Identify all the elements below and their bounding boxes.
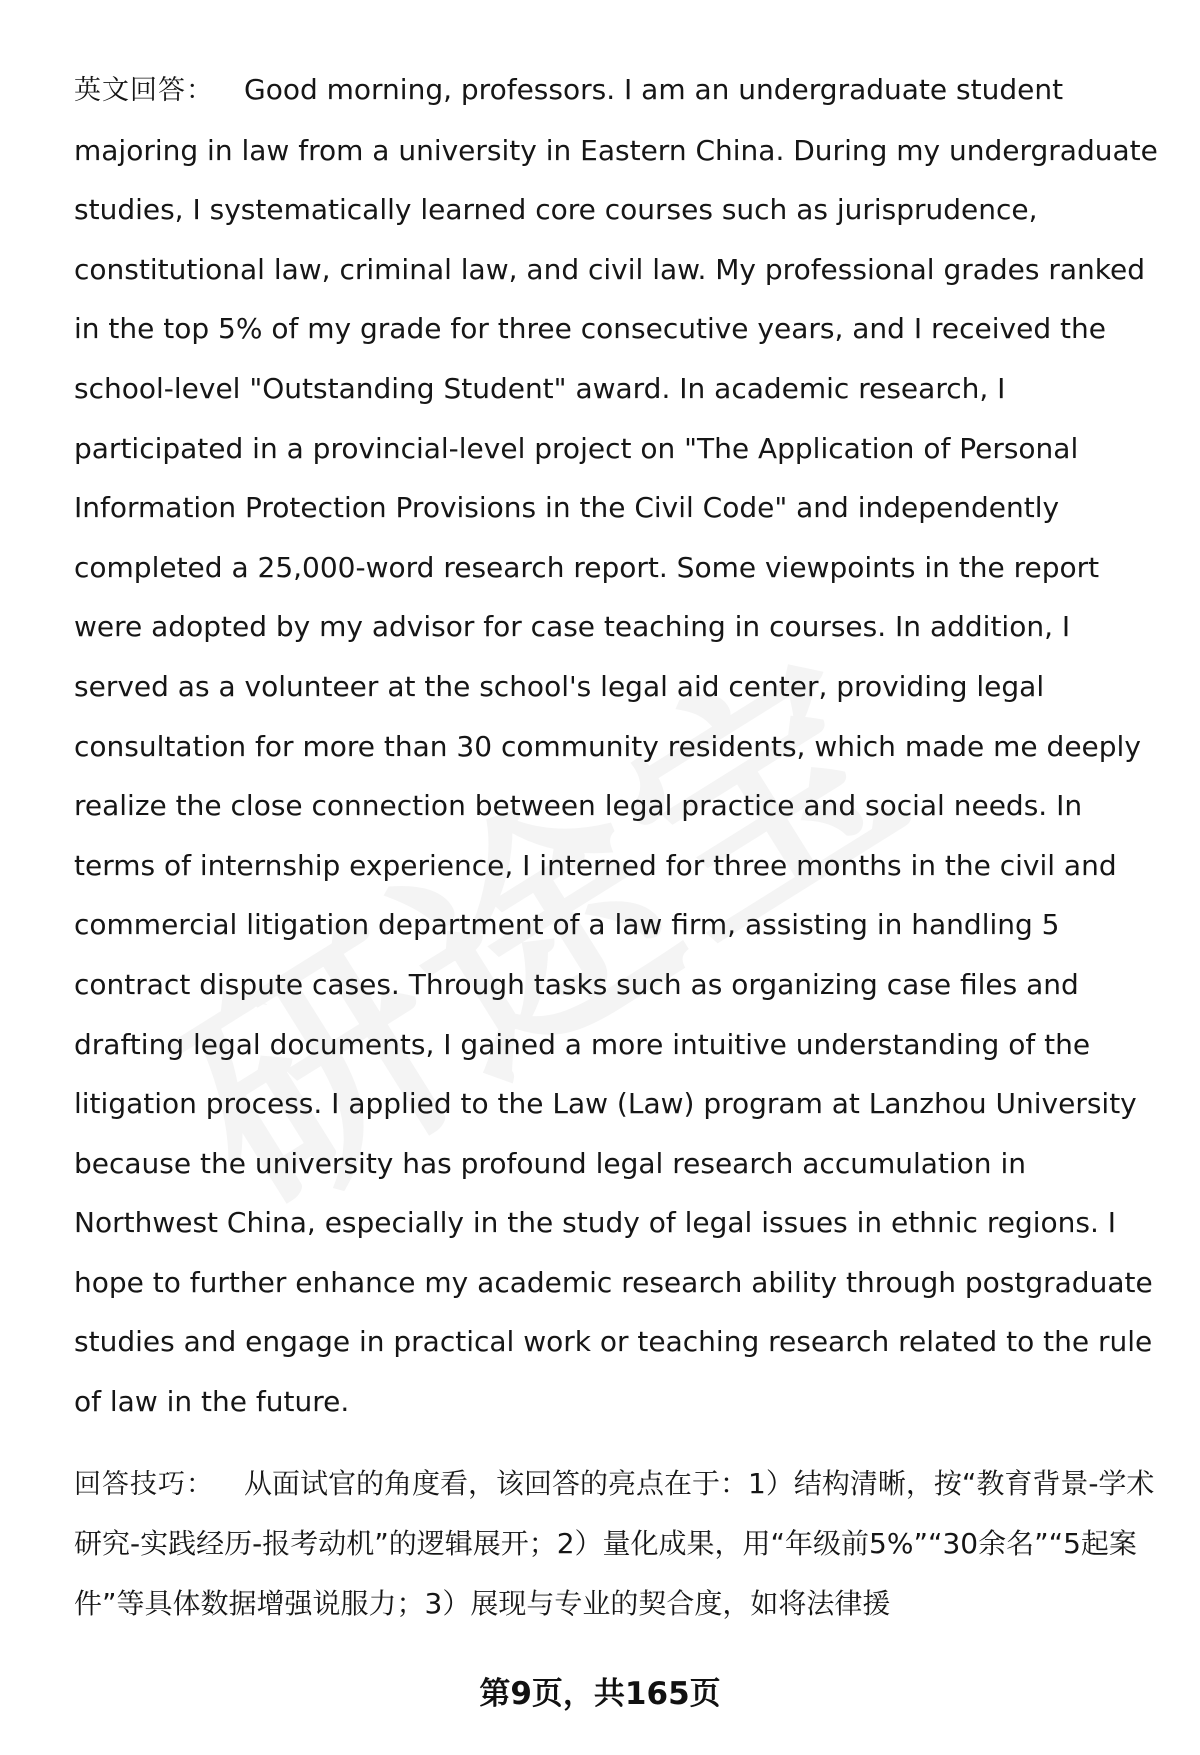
- english-answer-text: Good morning, professors. I am an undergraduate student majoring in law from a university in Eastern China. During my undergraduate studies, I systematically learned core courses such as jurisprudence, constitutional law, criminal law, and civil law. My professional grades ranked in the top 5% of my grade for three consecutive years, and I received the school-level "Outstanding Student" award. In academic research, I participated in a provincial-level project on "The Application of Personal Information Protection Provisions in the Civil Code" and independently completed a 25,000-word research report. Some viewpoints in the report were adopted by my advisor for case teaching in courses. In addition, I served as a volunteer at the school's legal aid center, providing legal consultation for more than 30 community residents, which made me deeply realize the close connection between legal practice and social needs. In terms of internship experience, I interned for three months in the civil and commercial litigation department of a law firm, assisting in handling 5 contract dispute cases. Through tasks such as organizing case files and drafting legal documents, I gained a more intuitive understanding of the litigation process. I applied to the Law (Law) program at Lanzhou University because the university has profound legal research accumulation in Northwest China, especially in the study of legal issues in ethnic regions. I hope to further enhance my academic research ability through postgraduate studies and engage in practical work or teaching research related to the rule of law in the future.: [74, 73, 1158, 1419]
- english-answer-label: 英文回答：: [74, 75, 214, 106]
- page-number-footer: 第9页，共165页: [479, 1676, 721, 1712]
- answer-tips-paragraph: [74, 1454, 1164, 1634]
- answer-tips-text: 从面试官的角度看，该回答的亮点在于：1）结构清晰，按“教育背景-学术研究-实践经历-报考动机”的逻辑展开；2）量化成果，用“年级前5%”“30余名”“5起案件”等具体数据增强说服力；3）展现与专业的契合度，如将法律援: [74, 1466, 1155, 1620]
- english-answer-paragraph: [74, 60, 1164, 1432]
- document-body: [74, 60, 1164, 1633]
- answer-tips-label: 回答技巧：: [74, 1468, 214, 1500]
